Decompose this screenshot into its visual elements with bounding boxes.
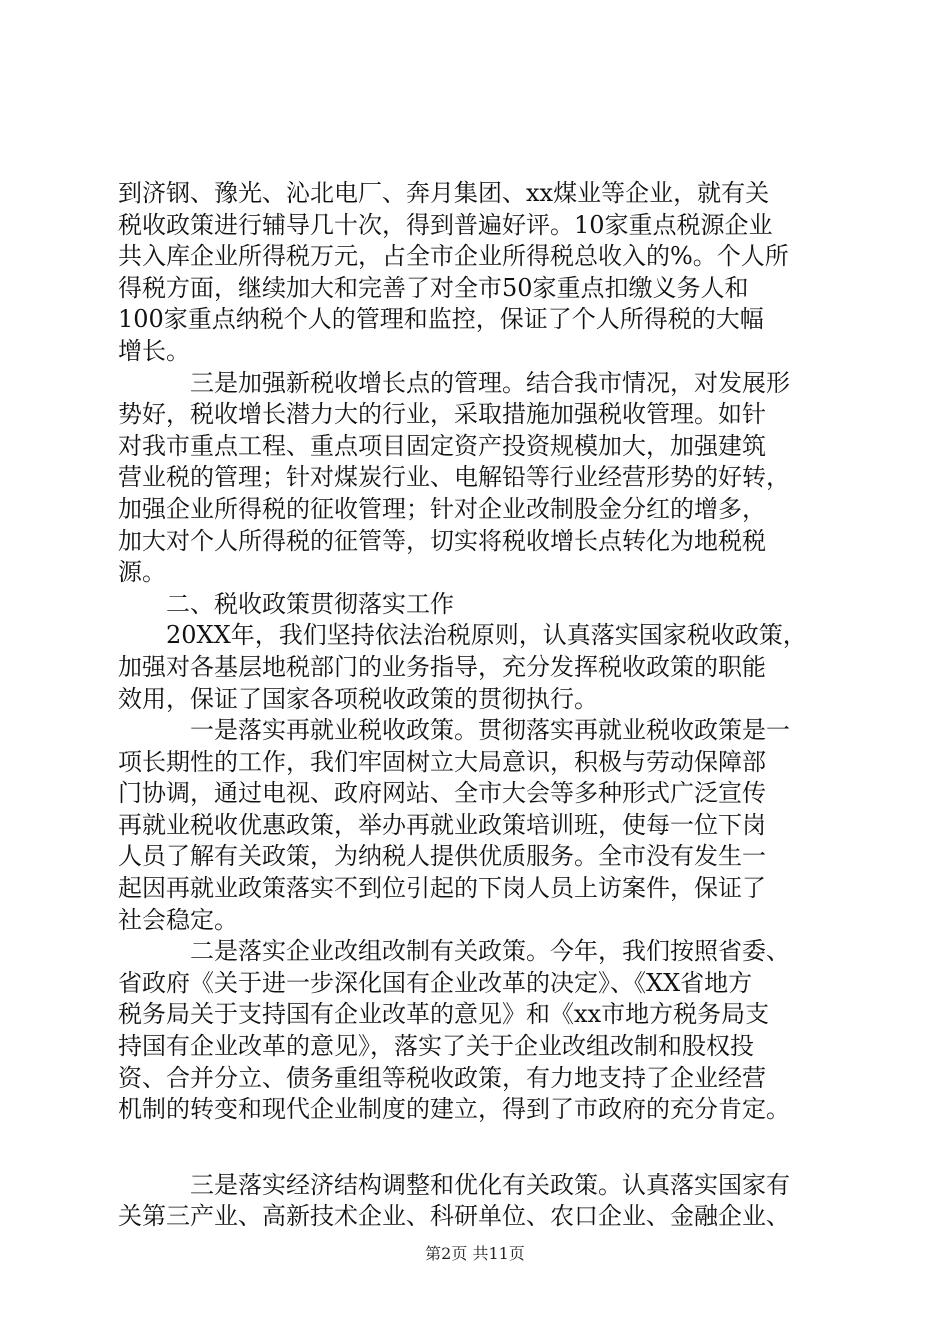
text-line: 加强对各基层地税部门的业务指导，充分发挥税收政策的职能 [118,652,766,681]
text-line: 效用，保证了国家各项税收政策的贯彻执行。 [118,684,598,713]
page-number-footer: 第2页 共11页 [425,1244,525,1263]
text-line: 营业税的管理；针对煤炭行业、电解铅等行业经营形势的好转， [118,463,790,492]
text-line: 共入库企业所得税万元，占全市企业所得税总收入的%。个人所 [118,242,789,271]
text-line: 关第三产业、高新技术企业、科研单位、农口企业、金融企业、 [118,1202,790,1231]
text-line: 加强企业所得税的征收管理；针对企业改制股金分红的增多， [118,494,766,523]
text-line: 对我市重点工程、重点项目固定资产投资规模加大，加强建筑 [118,431,766,460]
text-line: 门协调，通过电视、政府网站、全市大会等多种形式广泛宣传 [118,779,766,808]
text-line: 省政府《关于进一步深化国有企业改革的决定》、《XX省地方 [118,968,753,997]
text-line: 增长。 [118,336,190,365]
text-line: 税收政策进行辅导几十次，得到普遍好评。10家重点税源企业 [118,210,773,239]
paragraph-start-line: 二是落实企业改组改制有关政策。今年，我们按照省委、 [190,937,790,966]
text-line: 机制的转变和现代企业制度的建立，得到了市政府的充分肯定。 [118,1095,790,1124]
text-line: 到济钢、豫光、沁北电厂、奔月集团、xx煤业等企业，就有关 [118,179,770,207]
paragraph-start-line: 一是落实再就业税收政策。贯彻落实再就业税收政策是一 [190,716,790,745]
paragraph-gap [118,1126,838,1170]
text-line: 社会稳定。 [118,905,238,934]
paragraph-start-line: 三是加强新税收增长点的管理。结合我市情况，对发展形 [190,368,790,397]
section-heading: 二、税收政策贯彻落实工作 [166,589,454,618]
text-line: 100家重点纳税个人的管理和监控，保证了个人所得税的大幅 [118,305,764,334]
paragraph-start-line: 20XX年，我们坚持依法治税原则，认真落实国家税收政策， [166,621,807,650]
text-line: 起因再就业政策落实不到位引起的下岗人员上访案件，保证了 [118,874,766,903]
text-line: 项长期性的工作，我们牢固树立大局意识，积极与劳动保障部 [118,747,766,776]
text-line: 再就业税收优惠政策，举办再就业政策培训班，使每一位下岗 [118,810,766,839]
text-line: 资、合并分立、债务重组等税收政策，有力地支持了企业经营 [118,1063,766,1092]
text-line: 持国有企业改革的意见》，落实了关于企业改组改制和股权投 [118,1032,754,1061]
paragraph-start-line: 三是落实经济结构调整和优化有关政策。认真落实国家有 [190,1170,790,1199]
text-line: 源。 [118,558,166,587]
text-line: 人员了解有关政策，为纳税人提供优质服务。全市没有发生一 [118,842,766,871]
text-line: 势好，税收增长潜力大的行业，采取措施加强税收管理。如针 [118,400,766,429]
text-line: 加大对个人所得税的征管等，切实将税收增长点转化为地税税 [118,526,766,555]
text-line: 得税方面，继续加大和完善了对全市50家重点扣缴义务人和 [118,273,749,302]
document-body [118,178,838,1233]
text-line: 税务局关于支持国有企业改革的意见》和《xx市地方税务局支 [118,1000,770,1029]
